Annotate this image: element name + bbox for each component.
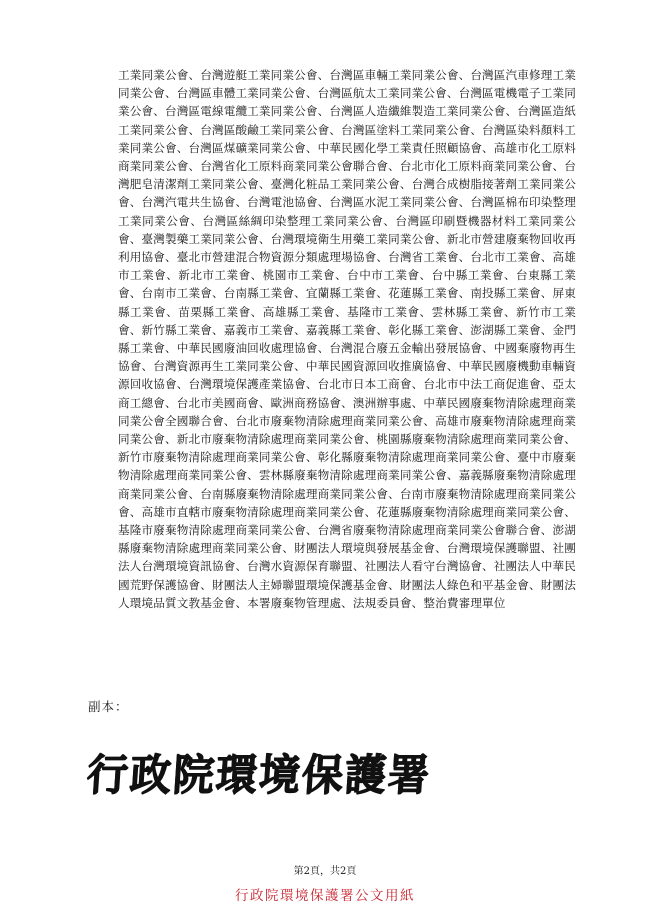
cc-label: 副本： bbox=[88, 699, 129, 714]
official-paper-footer: 行政院環境保護署公文用紙 bbox=[235, 888, 415, 904]
page-number: 第2頁，共2頁 bbox=[293, 866, 357, 877]
issuer-seal: 行政院環境保護署 bbox=[85, 749, 433, 800]
recipients-list: 工業同業公會、台灣遊艇工業同業公會、台灣區車輛工業同業公會、台灣區汽車修理工業同業公會、台灣區車體工業同業公會、台灣區航太工業同業公會、台灣區電機電子工業同業公會、台灣區電線電纜工業同業公會、台灣區人造纖維製造工業同業公會、台灣區造紙工業同業公會、台灣區酸鹼工業同業公會、台灣區塗料工業同業公會、台灣區染料顏料工業同業公會、台灣區煤礦業同業公會、中華民國化學工業責任照顧協會、高雄市化工原料商業同業公會、台灣省化工原料商業同業公會聯合會、台北市化工原料商業同業公會、台灣肥皂清潔劑工業同業公會、臺灣化粧品工業同業公會、台灣合成樹脂接著劑工業同業公會、台灣汽電共生協會、台灣電池協會、台灣區水泥工業同業公會、台灣區棉布印染整理工業同業公會、台灣區絲綢印染整理工業同業公會、台灣區印刷暨機器材料工業同業公會、臺灣製藥工業同業公會、台灣環境衛生用藥工業同業公會、新北市營建廢棄物回收再利用協會、臺北市營建混合物資源分類處理場協會、台灣省工業會、台北市工業會、高雄市工業會、新北市工業會、桃園市工業會、台中市工業會、台中縣工業會、台東縣工業會、台南市工業會、台南縣工業會、宜蘭縣工業會、花蓮縣工業會、南投縣工業會、屏東縣工業會、苗栗縣工業會、高雄縣工業會、基隆市工業會、雲林縣工業會、新竹市工業會、新竹縣工業會、嘉義市工業會、嘉義縣工業會、彰化縣工業會、澎湖縣工業會、金門縣工業會、中華民國廢油回收處理協會、台灣混合廢五金輸出發展協會、中國棄廢物再生協會、台灣資源再生工業同業公會、中華民國資源回收推廣協會、中華民國廢機動車輛資源回收協會、台灣環境保護產業協會、台北市日本工商會、台北市中法工商促進會、亞太商工總會、台北市美國商會、歐洲商務協會、澳洲辦事處、中華民國廢棄物清除處理商業同業公會全國聯合會、台北市廢棄物清除處理商業同業公會、高雄市廢棄物清除處理商業同業公會、新北市廢棄物清除處理商業同業公會、桃園縣廢棄物清除處理商業同業公會、新竹市廢棄物清除處理商業同業公會、彰化縣廢棄物清除處理商業同業公會、臺中市廢棄物清除處理商業同業公會、雲林縣廢棄物清除處理商業同業公會、嘉義縣廢棄物清除處理商業同業公會、台南縣廢棄物清除處理商業同業公會、台南市廢棄物清除處理商業同業公會、高雄市直轄市廢棄物清除處理商業同業公會、花蓮縣廢棄物清除處理商業同業公會、基隆市廢棄物清除處理商業同業公會、台灣省廢棄物清除處理商業同業公會聯合會、澎湖縣廢棄物清除處理商業同業公會、財團法人環境與發展基金會、台灣環境保護聯盟、社團法人台灣環境資訊協會、台灣水資源保育聯盟、社團法人看守台灣協會、社團法人中華民國荒野保護協會、財團法人主婦聯盟環境保護基金會、財團法人綠色和平基金會、財團法人環境品質文教基金會、本署廢棄物管理處、法規委員會、整治費審理單位 bbox=[118, 68, 577, 610]
